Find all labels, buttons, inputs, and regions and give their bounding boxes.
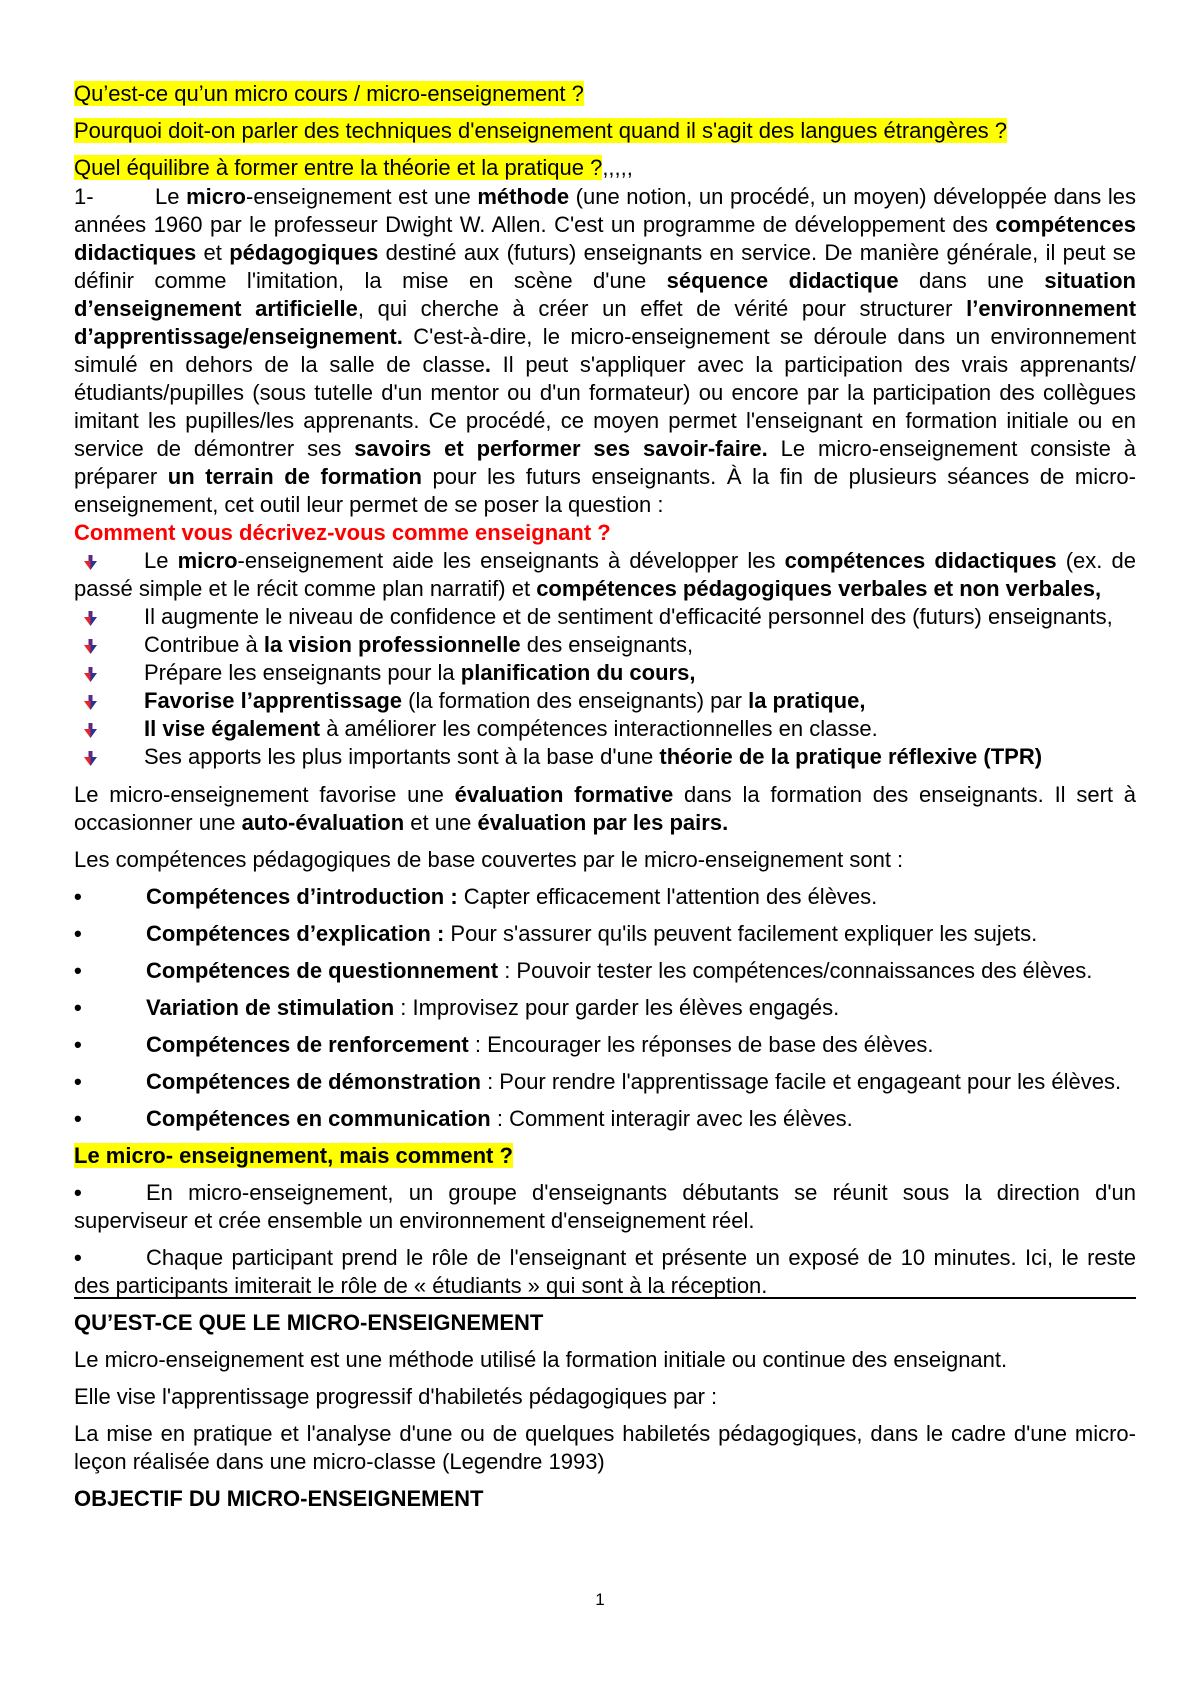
- competency-description: : Pour rendre l'apprentissage facile et engageant pour les élèves.: [480, 1069, 1122, 1094]
- bold-text: planification du cours,: [460, 660, 696, 685]
- bold-text: théorie de la pratique réflexive (TPR): [659, 744, 1043, 769]
- arrow-bullet: [74, 715, 144, 743]
- text-run: et une: [404, 810, 478, 835]
- text-run: , qui cherche à créer un effet de vérité pour structurer: [357, 296, 967, 321]
- arrow-bullet: [74, 631, 144, 659]
- list-bullet: •: [74, 1106, 82, 1131]
- text-run: Prépare les enseignants pour la: [144, 660, 461, 685]
- text-run: des enseignants,: [520, 632, 694, 657]
- text-run: -enseignement est une: [246, 184, 478, 209]
- arrow-item-text: [144, 716, 878, 741]
- competency-list-item: [74, 883, 1136, 911]
- text-run: pour les futurs enseignants. À la fin de plusieurs séances de micro-enseignement, cet outil leur permet de se poser la question :: [74, 464, 1136, 517]
- highlighted-heading: Le micro- enseignement, mais comment ?: [74, 1143, 513, 1168]
- text-run: (une notion, un procédé, un moyen) développée dans les années 1960 par le professeur Dwight W. Allen. C'est un programme de développement des: [74, 184, 1136, 237]
- arrow-bullet: [74, 659, 144, 687]
- competency-label: Compétences de renforcement: [146, 1032, 469, 1057]
- paragraph-number: 1-: [74, 184, 94, 209]
- bold-text: séquence didactique: [666, 268, 899, 293]
- bold-text: un terrain de formation: [167, 464, 422, 489]
- text-run: et: [196, 240, 230, 265]
- competency-description: : Improvisez pour garder les élèves engagés.: [394, 995, 840, 1020]
- bold-text: l’environnement d’apprentissage/enseignement.: [74, 296, 1137, 349]
- text-run: à améliorer les compétences interactionnelles en classe.: [320, 716, 878, 741]
- arrow-down-bullet-icon: [84, 751, 97, 766]
- competency-description: Pour s'assurer qu'ils peuvent facilement expliquer les sujets.: [444, 921, 1038, 946]
- arrow-bullet: [74, 603, 144, 631]
- bold-text: compétences pédagogiques verbales et non verbales,: [536, 576, 1102, 601]
- text-run: C'est-à-dire, le micro-enseignement se déroule dans un environnement simulé en dehors de la salle de classe: [74, 324, 1136, 377]
- arrow-list-item: [74, 659, 1136, 687]
- bold-text: compétences didactiques: [74, 212, 1136, 265]
- competency-label: Compétences de démonstration: [146, 1069, 481, 1094]
- list-bullet: •: [74, 995, 82, 1020]
- text-run: Ses apports les plus importants sont à la base d'une: [144, 744, 660, 769]
- section-title-what: QU’EST-CE QUE LE MICRO-ENSEIGNEMENT: [74, 1310, 544, 1335]
- text-run: Il peut s'appliquer avec la participation des vrais apprenants/étudiants/pupilles (sous tutelle d'un mentor ou d'un formateur) ou encore par la participation des collègues imitant les pupilles/les apprenants. Ce procédé, ce moyen permet l'enseignant en formation initiale ou en service de démontrer ses: [74, 352, 1137, 461]
- arrow-item-text: [74, 548, 1136, 601]
- bold-text: savoirs et performer ses savoir-faire.: [354, 436, 768, 461]
- competency-list-item: [74, 1068, 1136, 1096]
- competency-list-item: [74, 920, 1136, 948]
- bold-text: compétences didactiques: [784, 548, 1057, 573]
- bold-text: la pratique,: [748, 688, 866, 713]
- competency-label: Compétences d’introduction :: [146, 884, 458, 909]
- bold-text: situation d’enseignement artificielle: [74, 268, 1136, 321]
- how-item-text: En micro-enseignement, un groupe d'enseignants débutants se réunit sous la direction d'un superviseur et crée ensemble un environnement d'enseignement réel.: [74, 1180, 1136, 1233]
- text-run: Le: [155, 184, 187, 209]
- arrow-item-text: [144, 604, 1113, 629]
- section-what-paragraph-3: La mise en pratique et l'analyse d'une ou de quelques habiletés pédagogiques, dans le cadre d'une micro-leçon réalisée dans une micro-classe (Legendre 1993): [74, 1421, 1136, 1474]
- arrow-list-item: [74, 547, 1136, 603]
- bold-text: Favorise l’apprentissage: [144, 688, 402, 713]
- red-question-heading: Comment vous décrivez-vous comme enseignant ?: [74, 520, 611, 545]
- document-page: [74, 80, 1136, 1522]
- arrow-item-text: [144, 632, 693, 657]
- arrow-list-item: [74, 743, 1136, 771]
- text-run: (la formation des enseignants) par: [402, 688, 749, 713]
- text-run: dans une: [898, 268, 1045, 293]
- text-run: -enseignement aide les enseignants à développer les: [237, 548, 785, 573]
- section-title-objective: OBJECTIF DU MICRO-ENSEIGNEMENT: [74, 1486, 484, 1511]
- arrow-list-item: [74, 603, 1136, 631]
- arrow-down-bullet-icon: [84, 695, 97, 710]
- bold-text: la vision professionnelle: [263, 632, 521, 657]
- arrow-list-item: [74, 687, 1136, 715]
- arrow-list-item: [74, 631, 1136, 659]
- how-heading: [74, 1142, 1136, 1170]
- list-bullet: •: [74, 921, 82, 946]
- text-run: destiné aux (futurs) enseignants en service. De manière générale, il peut se définir comme l'imitation, la mise en scène d'une: [74, 240, 1136, 293]
- evaluation-text: [74, 782, 1136, 835]
- arrow-bullet: [74, 687, 144, 715]
- bold-text: micro: [186, 184, 246, 209]
- bold-text: Il vise également: [144, 716, 321, 741]
- question-equilibre: [74, 154, 1136, 182]
- arrow-item-text: [144, 744, 1042, 769]
- arrow-down-bullet-icon: [84, 667, 97, 682]
- list-bullet: •: [74, 1245, 82, 1270]
- section-what-paragraph-2: Elle vise l'apprentissage progressif d'habiletés pédagogiques par :: [74, 1384, 718, 1409]
- text-run: Contribue à: [144, 632, 264, 657]
- question-suffix: ,,,,,: [602, 155, 633, 180]
- arrow-bullet: [74, 547, 144, 575]
- competency-description: Capter efficacement l'attention des élèves.: [457, 884, 878, 909]
- text-run: Le micro-enseignement favorise une: [74, 782, 455, 807]
- competency-description: : Pouvoir tester les compétences/connaissances des élèves.: [498, 958, 1093, 983]
- question-micro-cours: [74, 80, 1136, 108]
- arrow-down-bullet-icon: [84, 639, 97, 654]
- arrow-list-item: [74, 715, 1136, 743]
- list-bullet: •: [74, 884, 82, 909]
- competency-description: : Encourager les réponses de base des élèves.: [468, 1032, 934, 1057]
- definition-text: [74, 184, 1136, 517]
- bold-text: méthode: [477, 184, 570, 209]
- arrow-item-text: [144, 660, 695, 685]
- bold-text: micro: [177, 548, 238, 573]
- bold-text: pédagogiques: [229, 240, 379, 265]
- arrow-down-bullet-icon: [84, 723, 97, 738]
- evaluation-paragraph: [74, 781, 1136, 837]
- competency-label: Compétences de questionnement: [146, 958, 499, 983]
- highlighted-question: Quel équilibre à former entre la théorie et la pratique ?: [74, 155, 603, 180]
- list-bullet: •: [74, 1180, 82, 1205]
- how-item-text: Chaque participant prend le rôle de l'enseignant et présente un exposé de 10 minutes. Ici, le reste des participants imiterait le rôle de « étudiants » qui sont à la réception.: [74, 1245, 1136, 1298]
- bold-text: évaluation par les pairs.: [477, 810, 729, 835]
- highlighted-question: Pourquoi doit-on parler des techniques d'enseignement quand il s'agit des langues étrangères ?: [74, 118, 1008, 143]
- list-bullet: •: [74, 1069, 82, 1094]
- arrow-bullet: [74, 743, 144, 771]
- arrow-item-text: [144, 688, 865, 713]
- competency-list-item: [74, 994, 1136, 1022]
- how-list-item: [74, 1244, 1136, 1300]
- competency-label: Variation de stimulation: [146, 995, 395, 1020]
- question-techniques: [74, 117, 1136, 145]
- arrow-down-bullet-icon: [84, 555, 97, 570]
- competency-label: Compétences en communication: [146, 1106, 491, 1131]
- definition-paragraph: [74, 183, 1136, 519]
- list-bullet: •: [74, 958, 82, 983]
- how-list-item: [74, 1179, 1136, 1235]
- text-run: (ex. de passé simple et le récit comme plan narratif) et: [74, 548, 1136, 601]
- list-bullet: •: [74, 1032, 82, 1057]
- bold-text: .: [484, 352, 491, 377]
- competency-list-item: [74, 1105, 1136, 1133]
- bold-text: évaluation formative: [454, 782, 674, 807]
- competency-list-item: [74, 957, 1136, 985]
- bold-text: auto-évaluation: [241, 810, 405, 835]
- text-run: Le micro-enseignement consiste à préparer: [74, 436, 1137, 489]
- highlighted-question: Qu’est-ce qu’un micro cours / micro-enseignement ?: [74, 81, 584, 106]
- page-number: 1: [595, 1590, 605, 1609]
- arrow-down-bullet-icon: [84, 611, 97, 626]
- competency-list-item: [74, 1031, 1136, 1059]
- section-what-paragraph-1: Le micro-enseignement est une méthode utilisé la formation initiale ou continue des enseignant.: [74, 1347, 1008, 1372]
- competency-description: : Comment interagir avec les élèves.: [490, 1106, 853, 1131]
- text-run: Il augmente le niveau de confidence et de sentiment d'efficacité personnel des (futurs) enseignants,: [144, 604, 1113, 629]
- text-run: dans la formation des enseignants. Il sert à occasionner une: [74, 782, 1137, 835]
- competency-label: Compétences d’explication :: [146, 921, 445, 946]
- competencies-intro: Les compétences pédagogiques de base couvertes par le micro-enseignement sont :: [74, 847, 904, 872]
- text-run: Le: [144, 548, 178, 573]
